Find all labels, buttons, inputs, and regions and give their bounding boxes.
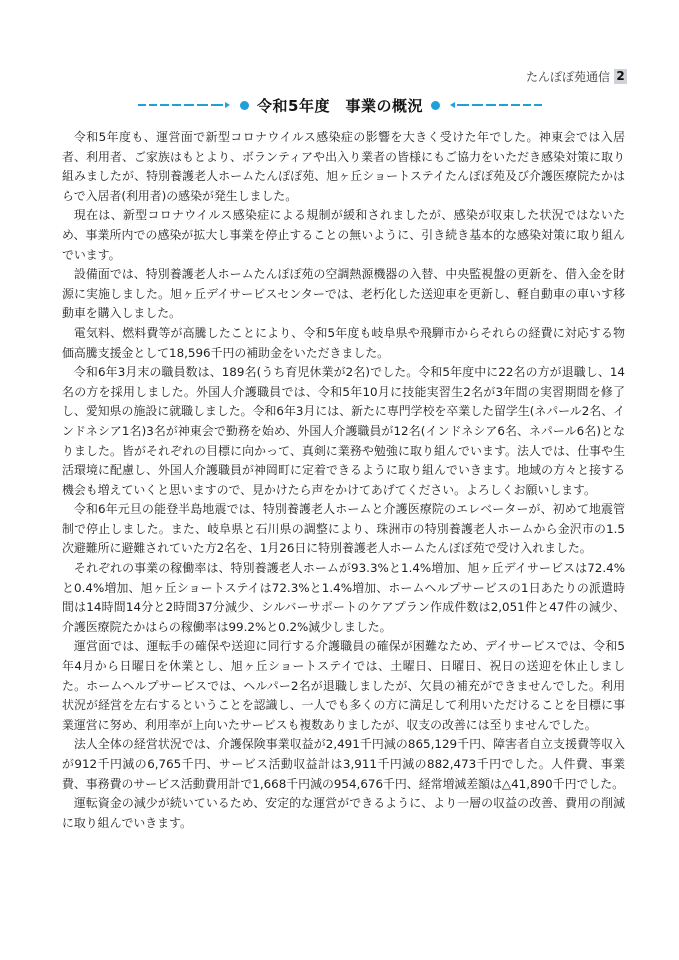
publication-name: たんぽぽ苑通信 <box>525 70 610 84</box>
paragraph: 令和5年度も、運営面で新型コロナウイルス感染症の影響を大きく受けた年でした。神東会では入居者、利用者、ご家族はもとより、ボランティアや出入り業者の皆様にもご協力をいただき感染対策に取り組みましたが、特別養護老人ホームたんぽぽ苑、旭ヶ丘ショートステイたんぽぽ苑及び介護医療院たかはらで入居者(利用者)の感染が発生しました。 <box>62 130 625 203</box>
paragraph: 現在は、新型コロナウイルス感染症による規制が緩和されましたが、感染が収束した状況ではないため、事業所内での感染が拡大し事業を停止することの無いように、引き続き基本的な感染対策に取り組んでいます。 <box>62 208 625 262</box>
paragraph: 法人全体の経営状況では、介護保険事業収益が2,491千円減の865,129千円、障害者自立支援費等収入が912千円減の6,765千円、サービス活動収益計は3,911千円減の882,473千円でした。人件費、事業費、事務費のサービス活動費用計で1,668千円減の954,676千円、経常増減差額は△41,890千円でした。 <box>62 737 625 791</box>
article-body <box>62 128 625 833</box>
bullet-dot-icon <box>431 101 440 110</box>
right-dash-decoration <box>448 102 542 108</box>
paragraph: 電気料、燃料費等が高騰したことにより、令和5年度も岐阜県や飛騨市からそれらの経費に対応する物価高騰支援金として18,596千円の補助金をいただきました。 <box>62 325 625 360</box>
section-title: 令和5年度 事業の概況 <box>257 96 423 115</box>
section-title-banner <box>120 94 560 116</box>
paragraph: 設備面では、特別養護老人ホームたんぽぽ苑の空調熱源機器の入替、中央監視盤の更新を、借入金を財源に実施しました。旭ヶ丘デイサービスセンターでは、老朽化した送迎車を更新し、軽自動車の車いす移動車を購入しました。 <box>62 267 625 321</box>
paragraph: 令和6年元旦の能登半島地震では、特別養護老人ホームと介護医療院のエレベーターが、初めて地震管制で停止しました。また、岐阜県と石川県の調整により、珠洲市の特別養護老人ホームから金沢市の1.5次避難所に避難されていた方2名を、1月26日に特別養護老人ホームたんぽぽ苑で受け入れました。 <box>62 502 625 556</box>
paragraph: 令和6年3月末の職員数は、189名(うち育児休業が2名)でした。令和5年度中に22名の方が退職し、14名の方を採用しました。外国人介護職員では、令和5年10月に技能実習生2名が3年間の実習期間を修了し、愛知県の施設に就職しました。令和6年3月には、新たに専門学校を卒業した留学生(ネパール2名、インドネシア1名)3名が神東会で勤務を始め、外国人介護職員が12名(インドネシア6名、ネパール6名)となりました。皆がそれぞれの目標に向かって、真剣に業務や勉強に取り組んでいます。法人では、仕事や生活環境に配慮し、外国人介護職員が神岡町に定着できるように取り組んでいきます。地域の方々と接する機会も増えていくと思いますので、見かけたら声をかけてあげてください。よろしくお願いします。 <box>62 365 625 497</box>
page-number-badge: 2 <box>614 69 627 84</box>
page-header <box>526 68 627 85</box>
paragraph: 運営面では、運転手の確保や送迎に同行する介護職員の確保が困難なため、デイサービスでは、令和5年4月から日曜日を休業とし、旭ヶ丘ショートステイでは、土曜日、日曜日、祝日の送迎を休止しました。ホームヘルプサービスでは、ヘルパー2名が退職しましたが、欠員の補充ができませんでした。利用状況が経営を左右するということを認識し、一人でも多くの方に満足して利用いただけることを目標に事業運営に努め、利用率が上向いたサービスも複数ありましたが、収支の改善には至りませんでした。 <box>62 639 625 732</box>
paragraph: 運転資金の減少が続いているため、安定的な運営ができるように、より一層の収益の改善、費用の削減に取り組んでいきます。 <box>62 796 625 830</box>
bullet-dot-icon <box>240 101 249 110</box>
left-dash-decoration <box>138 102 232 108</box>
paragraph: それぞれの事業の稼働率は、特別養護老人ホームが93.3%と1.4%増加、旭ヶ丘デイサービスは72.4%と0.4%増加、旭ヶ丘ショートステイは72.3%と1.4%増加、ホームヘルプサービスの1日あたりの派遣時間は14時間14分と2時間37分減少、シルバーサポートのケアプラン作成件数は2,051件と47件の減少、介護医療院たかはらの稼働率は99.2%と0.2%減少しました。 <box>62 561 625 634</box>
